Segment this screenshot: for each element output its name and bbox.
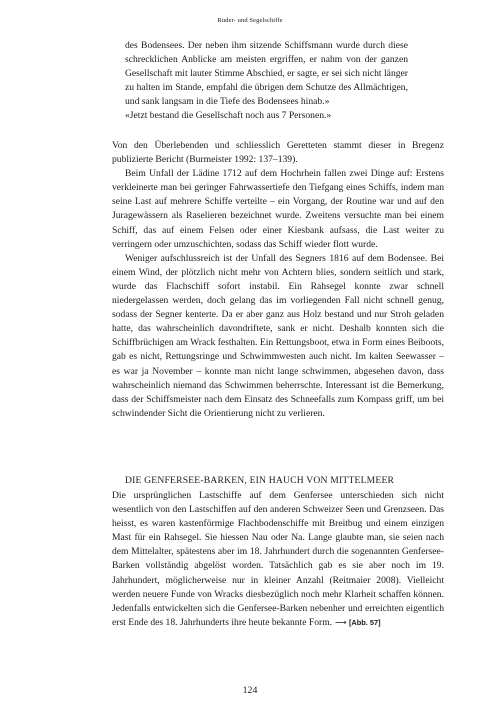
quote-text: des Bodensees. Der neben ihm sitzende Schiffsmann wurde durch diese schrecklichen Anblicke am meisten ergriffen, er nahm von der ganzen Gesellschaft mit lauter Stimme Abschied, er sagte, er sei sich nicht länger zu halten im Stande, empfahl die übrigen dem Schutze des Allmächtigen, und sank langsam in die Tiefe des Bodensees hinab.»	[125, 40, 408, 108]
paragraph-segner-accident: Weniger aufschlussreich ist der Unfall des Segners 1816 auf dem Bodensee. Bei einem Wind, der plötzlich nicht mehr von Achtern blies, sondern seitlich und stark, wurde das Flachschiff sofort instabil. Ein Rahsegel konnte zwar schnell niedergelassen werden, doch gelang das im vorliegenden Fall nicht schnell genug, sodass der Segner kenterte. Da er aber ganz aus Holz bestand und nur Stroh geladen hatte, das wahrscheinlich davondriftete, sank er nicht. Deshalb konnten sich die Schiffbrüchigen am Wrack festhalten. Ein Rettungsboot, etwa in Form eines Beiboots, gab es nicht, Rettungsringe und Schwimmwesten auch nicht. Im kalten Seewasser – es war ja November – konnte man nicht lange schwimmen, abgesehen davon, dass wahrscheinlich niemand das Schwimmen beherrschte. Interessant ist die Bemerkung, dass der Schiffsmeister nach dem Einsatz des Schneefalls zum Kompass griff, um bei schwindender Sicht die Orientierung nicht zu verlieren.	[112, 252, 444, 419]
section-body	[112, 489, 444, 630]
block-quote	[125, 39, 408, 124]
section-heading: DIE GENFERSEE-BARKEN, EIN HAUCH VON MITTELMEER	[125, 475, 395, 486]
paragraph-source-note: Von den Überlebenden und schliesslich Geretteten stammt dieser in Bregenz publizierte Bericht (Burmeister 1992: 137–139).	[112, 140, 444, 166]
quote-closing: «Jetzt bestand die Gesellschaft noch aus 7 Personen.»	[125, 110, 332, 122]
running-header: Ruder- und Segelschiffe	[217, 17, 283, 24]
paragraph-genfersee-text: Die ursprünglichen Lastschiffe auf dem Genfersee unterschieden sich nicht wesentlich von den Lastschiffen auf den anderen Schweizer Seen und Grenzseen. Das heisst, es waren kastenförmige Flachbodenschiffe mit Breitbug und einem einzigen Mast für ein Rahsegel. Sie hiessen Nau oder Na. Lange glaubte man, sie seien nach dem Mittelalter, spätestens aber im 18. Jahrhundert durch die sogenannten Genfersee-Barken vollständig abgelöst worden. Tatsächlich gab es sie aber noch im 19. Jahrhundert, möglicherweise nur in kleiner Anzahl (Reitmaier 2008). Vielleicht werden neuere Funde von Wracks diesbezüglich noch mehr Klarheit schaffen können. Jedenfalls entwickelten sich die Genfersee-Barken nebenher und erreichten eigentlich erst Ende des 18. Jahrhunderts ihre heute bekannte Form.	[112, 490, 444, 628]
arrow-right-icon: ⟶	[335, 617, 347, 627]
paragraph-genfersee-barken	[112, 489, 444, 630]
paragraph-laedine-accident: Beim Unfall der Lädine 1712 auf dem Hochrhein fallen zwei Dinge auf: Erstens verkleinerte man bei geringer Fahrwassertiefe den Tiefgang eines Schiffs, indem man seine Last auf mehrere Schiffe verteilte – ein Vorgang, der Routine war und auf den Juragewässern als Raselieren bezeichnet wurde. Zweitens versuchte man bei einem Schiff, das auf einem Felsen oder einer Kiesbank aufsass, die Last weiter zu verringern oder umzuschichten, sodass das Schiff wieder flott wurde.	[112, 168, 444, 250]
body-text	[112, 139, 444, 421]
figure-reference[interactable]: [Abb. 57]	[348, 617, 381, 627]
page-number: 124	[242, 685, 258, 696]
